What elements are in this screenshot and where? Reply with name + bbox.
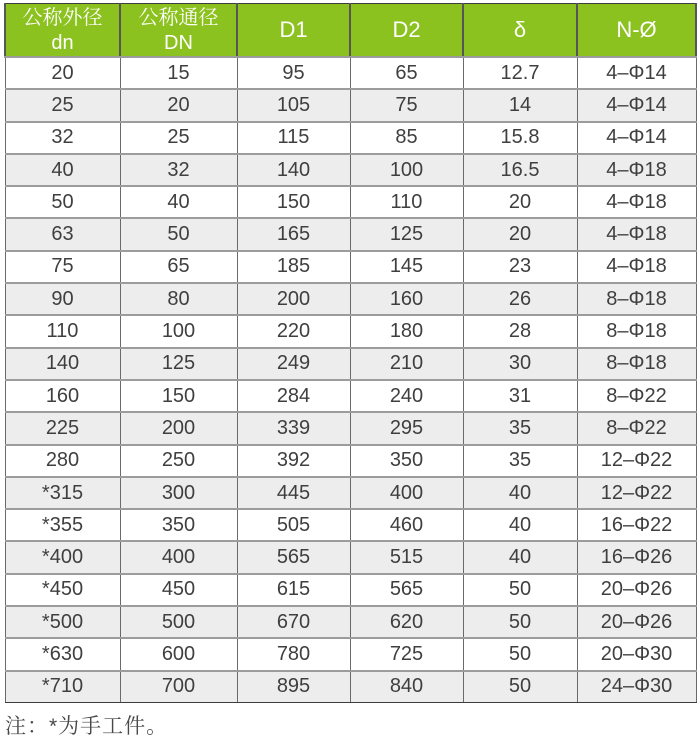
table-cell: 35: [463, 412, 577, 444]
table-cell: 300: [120, 477, 237, 509]
table-cell: 4–Φ18: [577, 251, 696, 283]
dimension-spec-table: [4, 3, 697, 703]
table-cell: 4–Φ18: [577, 186, 696, 218]
column-header-title: D1: [279, 17, 308, 42]
table-cell: 4–Φ14: [577, 122, 696, 154]
table-cell: 50: [463, 574, 577, 606]
table-cell: 505: [237, 509, 350, 541]
table-cell: 40: [120, 186, 237, 218]
table-cell: 295: [350, 412, 463, 444]
table-cell: 65: [120, 251, 237, 283]
table-cell: 145: [350, 251, 463, 283]
table-cell: 20: [120, 89, 237, 121]
table-cell: 31: [463, 380, 577, 412]
table-cell: 565: [237, 541, 350, 573]
table-cell: 895: [237, 671, 350, 703]
table-row: [5, 122, 696, 154]
table-cell: *315: [5, 477, 120, 509]
table-cell: 20–Φ26: [577, 606, 696, 638]
table-cell: 12–Φ22: [577, 445, 696, 477]
table-cell: 140: [237, 154, 350, 186]
table-cell: 8–Φ18: [577, 283, 696, 315]
column-header-title: 公称外径: [22, 6, 103, 29]
table-cell: 445: [237, 477, 350, 509]
table-cell: 15: [120, 57, 237, 89]
table-cell: 75: [350, 89, 463, 121]
table-row: [5, 186, 696, 218]
table-cell: 392: [237, 445, 350, 477]
table-cell: 50: [120, 218, 237, 250]
table-cell: 80: [120, 283, 237, 315]
table-body: [5, 57, 696, 702]
column-header: [577, 4, 696, 58]
table-row: [5, 57, 696, 89]
column-header-subtitle: dn: [51, 31, 74, 54]
table-cell: 12.7: [463, 57, 577, 89]
table-row: [5, 283, 696, 315]
table-cell: 75: [5, 251, 120, 283]
column-header-subtitle: DN: [164, 31, 193, 54]
table-cell: 40: [463, 541, 577, 573]
table-cell: 4–Φ18: [577, 218, 696, 250]
table-cell: 200: [120, 412, 237, 444]
table-cell: 50: [5, 186, 120, 218]
table-cell: 125: [120, 348, 237, 380]
table-cell: 8–Φ18: [577, 348, 696, 380]
table-cell: *630: [5, 638, 120, 670]
table-cell: 110: [5, 315, 120, 347]
table-cell: 85: [350, 122, 463, 154]
table-cell: 28: [463, 315, 577, 347]
column-header-title: D2: [392, 17, 421, 42]
table-cell: 8–Φ22: [577, 412, 696, 444]
table-cell: 32: [5, 122, 120, 154]
table-cell: 16.5: [463, 154, 577, 186]
table-cell: 700: [120, 671, 237, 703]
table-cell: 210: [350, 348, 463, 380]
table-row: [5, 606, 696, 638]
header-row: [5, 4, 696, 58]
table-cell: 140: [5, 348, 120, 380]
table-cell: 50: [463, 638, 577, 670]
table-row: [5, 412, 696, 444]
table-cell: 105: [237, 89, 350, 121]
column-header: [350, 4, 463, 58]
table-cell: 90: [5, 283, 120, 315]
table-row: [5, 89, 696, 121]
table-cell: 620: [350, 606, 463, 638]
table-cell: 600: [120, 638, 237, 670]
table-cell: 670: [237, 606, 350, 638]
table-cell: 63: [5, 218, 120, 250]
table-cell: 4–Φ14: [577, 89, 696, 121]
column-header: [463, 4, 577, 58]
table-cell: 840: [350, 671, 463, 703]
column-header: [120, 4, 237, 58]
table-cell: 16–Φ22: [577, 509, 696, 541]
table-cell: 110: [350, 186, 463, 218]
table-cell: *400: [5, 541, 120, 573]
table-cell: 280: [5, 445, 120, 477]
table-cell: 565: [350, 574, 463, 606]
table-cell: 26: [463, 283, 577, 315]
table-row: [5, 380, 696, 412]
table-cell: 350: [350, 445, 463, 477]
table-cell: 35: [463, 445, 577, 477]
table-row: [5, 154, 696, 186]
table-cell: 20–Φ30: [577, 638, 696, 670]
table-row: [5, 315, 696, 347]
table-cell: 65: [350, 57, 463, 89]
table-cell: 50: [463, 606, 577, 638]
table-cell: 30: [463, 348, 577, 380]
column-header-title: 公称通径: [138, 6, 219, 29]
table-cell: 725: [350, 638, 463, 670]
column-header: [237, 4, 350, 58]
table-cell: 100: [350, 154, 463, 186]
column-header-title: N-Ø: [616, 17, 657, 42]
table-row: [5, 638, 696, 670]
table-cell: 95: [237, 57, 350, 89]
table-cell: 515: [350, 541, 463, 573]
table-row: [5, 541, 696, 573]
table-cell: 780: [237, 638, 350, 670]
table-cell: 250: [120, 445, 237, 477]
table-row: [5, 671, 696, 703]
table-row: [5, 251, 696, 283]
table-cell: 400: [350, 477, 463, 509]
table-cell: 23: [463, 251, 577, 283]
table-cell: 100: [120, 315, 237, 347]
table-cell: 32: [120, 154, 237, 186]
table-cell: 225: [5, 412, 120, 444]
table-cell: 20: [463, 186, 577, 218]
table-row: [5, 218, 696, 250]
table-cell: 180: [350, 315, 463, 347]
table-cell: 220: [237, 315, 350, 347]
table-row: [5, 574, 696, 606]
table-cell: *450: [5, 574, 120, 606]
column-header-title: δ: [513, 17, 527, 42]
table-cell: 8–Φ18: [577, 315, 696, 347]
table-cell: 200: [237, 283, 350, 315]
table-cell: 160: [5, 380, 120, 412]
table-cell: 450: [120, 574, 237, 606]
table-cell: 115: [237, 122, 350, 154]
footnote: 注：*为手工件。: [5, 715, 169, 738]
table-cell: 25: [5, 89, 120, 121]
table-cell: 50: [463, 671, 577, 703]
table-cell: 460: [350, 509, 463, 541]
table-cell: 20–Φ26: [577, 574, 696, 606]
table-cell: 249: [237, 348, 350, 380]
table-cell: 400: [120, 541, 237, 573]
table-cell: 4–Φ14: [577, 57, 696, 89]
table-cell: 8–Φ22: [577, 380, 696, 412]
table-cell: 25: [120, 122, 237, 154]
table-row: [5, 445, 696, 477]
table-cell: 160: [350, 283, 463, 315]
table-cell: 40: [5, 154, 120, 186]
table-cell: 24–Φ30: [577, 671, 696, 703]
table-cell: 14: [463, 89, 577, 121]
table-row: [5, 348, 696, 380]
table-cell: 339: [237, 412, 350, 444]
table-cell: 185: [237, 251, 350, 283]
table-cell: 165: [237, 218, 350, 250]
table-cell: 15.8: [463, 122, 577, 154]
table-row: [5, 477, 696, 509]
table-cell: 12–Φ22: [577, 477, 696, 509]
table-cell: 500: [120, 606, 237, 638]
table-cell: 350: [120, 509, 237, 541]
table-cell: *355: [5, 509, 120, 541]
table-cell: 150: [120, 380, 237, 412]
table-cell: 40: [463, 509, 577, 541]
table-row: [5, 509, 696, 541]
table-cell: 20: [5, 57, 120, 89]
column-header: [5, 4, 120, 58]
table-cell: *710: [5, 671, 120, 703]
table-cell: 240: [350, 380, 463, 412]
table-cell: 16–Φ26: [577, 541, 696, 573]
table-cell: 284: [237, 380, 350, 412]
table-cell: 150: [237, 186, 350, 218]
table-cell: *500: [5, 606, 120, 638]
table-cell: 20: [463, 218, 577, 250]
table-cell: 4–Φ18: [577, 154, 696, 186]
table-cell: 615: [237, 574, 350, 606]
table-cell: 125: [350, 218, 463, 250]
table-cell: 40: [463, 477, 577, 509]
